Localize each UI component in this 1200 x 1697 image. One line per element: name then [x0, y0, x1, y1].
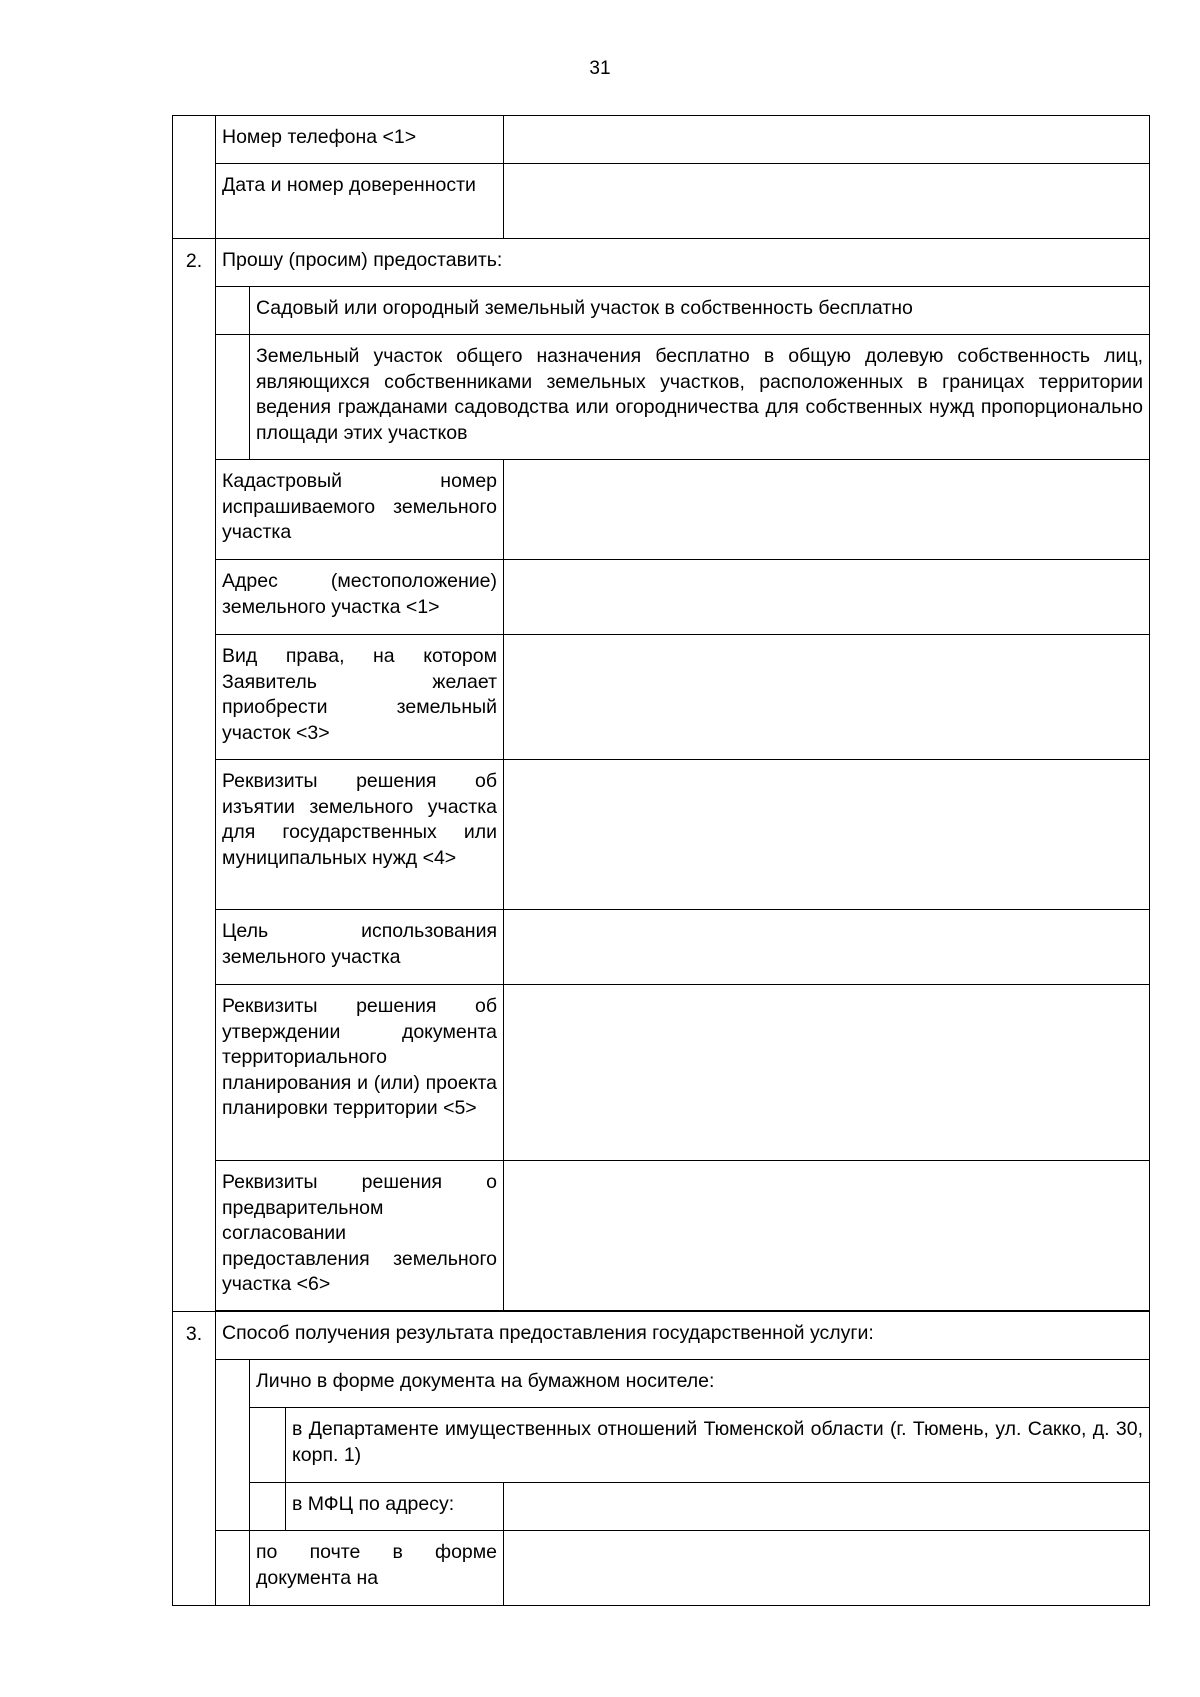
- address-row: [173, 560, 1150, 635]
- planning-row: [173, 985, 1150, 1161]
- poa-row: [173, 164, 1150, 239]
- page-number: 31: [589, 58, 611, 79]
- section3-heading: Способ получения результата предоставления государственной услуги:: [216, 1312, 1150, 1360]
- application-form-table: [172, 115, 1150, 1606]
- mfc-checkbox[interactable]: [250, 1483, 286, 1531]
- preliminary-row: [173, 1161, 1150, 1311]
- phone-value-field[interactable]: [504, 116, 1150, 164]
- planning-label: Реквизиты решения об утверждении документа территориального планирования и (или) проекта планировки территории <5>: [216, 985, 504, 1161]
- option-common-row: [173, 335, 1150, 460]
- cadastral-row: [173, 460, 1150, 560]
- purpose-row: [173, 910, 1150, 985]
- by-mail-label: по почте в форме документа на: [250, 1531, 504, 1606]
- phone-label: Номер телефона <1>: [216, 116, 504, 164]
- option-garden-label: Садовый или огородный земельный участок в собственность бесплатно: [250, 287, 1150, 335]
- planning-value-field[interactable]: [504, 985, 1150, 1161]
- department-label: в Департаменте имущественных отношений Тюменской области (г. Тюмень, ул. Сакко, д. 30, корп. 1): [286, 1408, 1150, 1483]
- by-mail-address-field[interactable]: [504, 1531, 1150, 1606]
- section3-heading-row: [173, 1312, 1150, 1360]
- address-value-field[interactable]: [504, 560, 1150, 635]
- by-mail-row: [173, 1531, 1150, 1606]
- in-person-row: [173, 1360, 1150, 1408]
- cadastral-value-field[interactable]: [504, 460, 1150, 560]
- mfc-label: в МФЦ по адресу:: [286, 1483, 504, 1531]
- preliminary-label: Реквизиты решения о предварительном согласовании предоставления земельного участка <6>: [216, 1161, 504, 1311]
- right-type-label: Вид права, на котором Заявитель желает приобрести земельный участок <3>: [216, 635, 504, 760]
- in-person-checkbox[interactable]: [216, 1360, 250, 1531]
- option-garden-row: [173, 287, 1150, 335]
- section2-number: 2.: [173, 239, 216, 1312]
- section3-number: 3.: [173, 1312, 216, 1606]
- withdrawal-value-field[interactable]: [504, 760, 1150, 910]
- phone-row: [173, 116, 1150, 164]
- purpose-value-field[interactable]: [504, 910, 1150, 985]
- right-type-row: [173, 635, 1150, 760]
- department-row: [173, 1408, 1150, 1483]
- withdrawal-label: Реквизиты решения об изъятии земельного участка для государственных или муниципальных нужд <4>: [216, 760, 504, 910]
- right-type-value-field[interactable]: [504, 635, 1150, 760]
- section2-heading-row: [173, 239, 1150, 287]
- department-checkbox[interactable]: [250, 1408, 286, 1483]
- in-person-label: Лично в форме документа на бумажном носителе:: [250, 1360, 1150, 1408]
- address-label: Адрес (местоположение) земельного участка <1>: [216, 560, 504, 635]
- cadastral-label: Кадастровый номер испрашиваемого земельного участка: [216, 460, 504, 560]
- mfc-row: [173, 1483, 1150, 1531]
- section2-heading: Прошу (просим) предоставить:: [216, 239, 1150, 287]
- option-common-label: Земельный участок общего назначения бесплатно в общую долевую собственность лиц, являющихся собственниками земельных участков, расположенных в границах территории ведения гражданами садоводства или огородничества для собственных нужд пропорционально площади этих участков: [250, 335, 1150, 460]
- option-garden-checkbox[interactable]: [216, 287, 250, 335]
- section1-number-cell: [173, 116, 216, 239]
- preliminary-value-field[interactable]: [504, 1161, 1150, 1311]
- mfc-address-field[interactable]: [504, 1483, 1150, 1531]
- poa-value-field[interactable]: [504, 164, 1150, 239]
- purpose-label: Цель использования земельного участка: [216, 910, 504, 985]
- by-mail-checkbox[interactable]: [216, 1531, 250, 1606]
- poa-label: Дата и номер доверенности: [216, 164, 504, 239]
- withdrawal-row: [173, 760, 1150, 910]
- option-common-checkbox[interactable]: [216, 335, 250, 460]
